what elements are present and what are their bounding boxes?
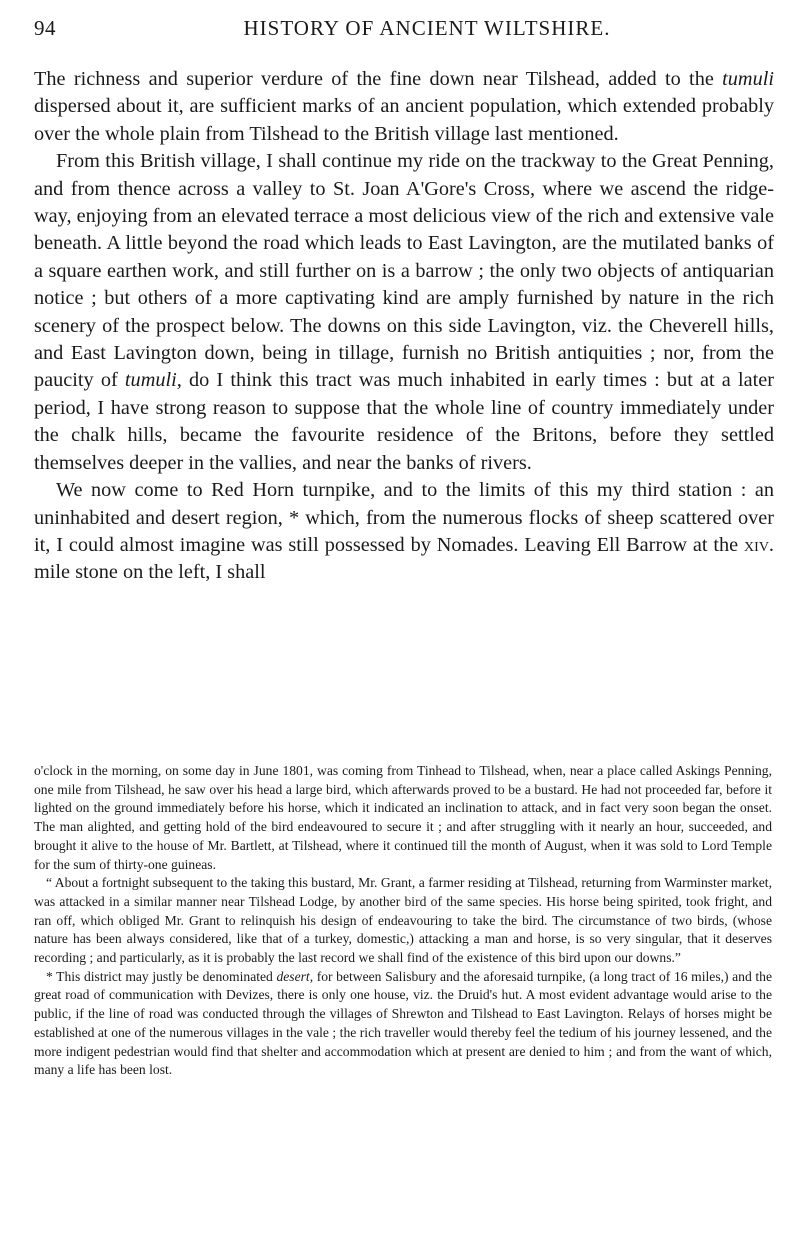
- paragraph-3: [34, 477, 774, 587]
- paragraph-1-text-a: The richness and superior verdure of the fine down near Tilshead, added to the: [34, 68, 723, 90]
- paragraph-2-text-a: From this British village, I shall continue my ride on the trackway to the Great Penning, and from thence across a valley to St. Joan A'Gore's Cross, where we ascend the ridge-way, enjoying from an elevated terrace a most delicious view of the rich and extensive vale beneath. A little beyond the road which leads to East Lavington, are the mutilated banks of a square earthen work, and still further on is a barrow ; the only two objects of antiquarian notice ; but others of a more captivating kind are amply furnished by nature in the rich scenery of the prospect below. The downs on this side Lavington, viz. the Cheverell hills, and East Lavington down, being in tillage, furnish no British antiquities ; nor, from the paucity of: [34, 150, 774, 392]
- paragraph-3-text-b: mile stone on the left, I shall: [34, 561, 266, 584]
- italic-tumuli: tumuli,: [124, 369, 182, 392]
- footnote-desert-text-a: * This district may justly be denominated: [46, 968, 277, 984]
- italic-desert: desert,: [276, 968, 314, 984]
- page-number: 94: [34, 16, 56, 40]
- running-title: HISTORY OF ANCIENT WILTSHIRE.: [243, 16, 611, 40]
- footnote-quotation: “ About a fortnight subsequent to the taking this bustard, Mr. Grant, a farmer residing at Tilshead, returning from Warminster market, was attacked in a similar manner near Tilshead Lodge, by another bird of the same species. His horse being spirited, took fright, and ran off, which obliged Mr. Grant to relinquish his design of endeavouring to take the bird. The circumstance of two birds, (whose nature has been always considered, like that of a turkey, domestic,) attacking a man and horse, is so very singular, that it deserves recording ; and particularly, as it is probably the last record we shall find of the existence of this bird upon our downs.”: [34, 875, 772, 966]
- page-header: [34, 16, 774, 44]
- footnote-desert-text-b: for between Salisbury and the aforesaid turnpike, (a long tract of 16 miles,) and the great road of communication with Devizes, there is only one house, viz. the Druid's hut. A most evident advantage would arise to the public, if the line of road was conducted through the villages of Shrewton and Tilshead to East Lavington. Relays of horses might be established at one of the numerous villages in the vale ; the rich traveller would thereby feel the tedium of his journey lessened, and the more indigent pedestrian would find that shelter and accommodation which at present are denied to him ; and from the want of which, many a life has been lost.: [34, 968, 772, 1078]
- paragraph-1-text-b: dispersed about it, are sufficient marks of an ancient population, which extended probably over the whole plain from Tilshead to the British village last mentioned.: [34, 95, 774, 145]
- paragraph-2-text-b: do I think this tract was much inhabited in early times : but at a later period, I have strong reason to suppose that the whole line of country immediately under the chalk hills, became the favourite residence of the Britons, before they settled themselves deeper in the vallies, and near the banks of rivers.: [34, 369, 775, 474]
- book-page: [34, 0, 776, 1249]
- footnotes: [34, 762, 772, 1080]
- roman-numeral: xiv.: [744, 533, 774, 556]
- footnote-desert: [34, 968, 772, 1080]
- paragraph-3-text-a: We now come to Red Horn turnpike, and to the limits of this my third station : an uninhabited and desert region, * which, from the numerous flocks of sheep scattered over it, I could almost imagine was still possessed by Nomades. Leaving Ell Barrow at the: [34, 479, 774, 556]
- italic-tumuli: tumuli: [722, 68, 774, 90]
- paragraph-1: [34, 66, 774, 148]
- paragraph-2: [34, 148, 774, 477]
- main-text: [34, 66, 774, 587]
- footnote-continued: o'clock in the morning, on some day in June 1801, was coming from Tinhead to Tilshead, when, near a place called Askings Penning, one mile from Tilshead, he saw over his head a large bird, which afterwards proved to be a bustard. He had not proceeded far, before it lighted on the ground immediately before his horse, which it indicated an inclination to attack, and in fact very soon began the onset. The man alighted, and getting hold of the bird endeavoured to secure it ; and after struggling with it nearly an hour, succeeded, and brought it alive to the house of Mr. Bartlett, at Tilshead, where it continued till the month of August, when it was sold to Lord Temple for the sum of thirty-one guineas.: [34, 763, 772, 872]
